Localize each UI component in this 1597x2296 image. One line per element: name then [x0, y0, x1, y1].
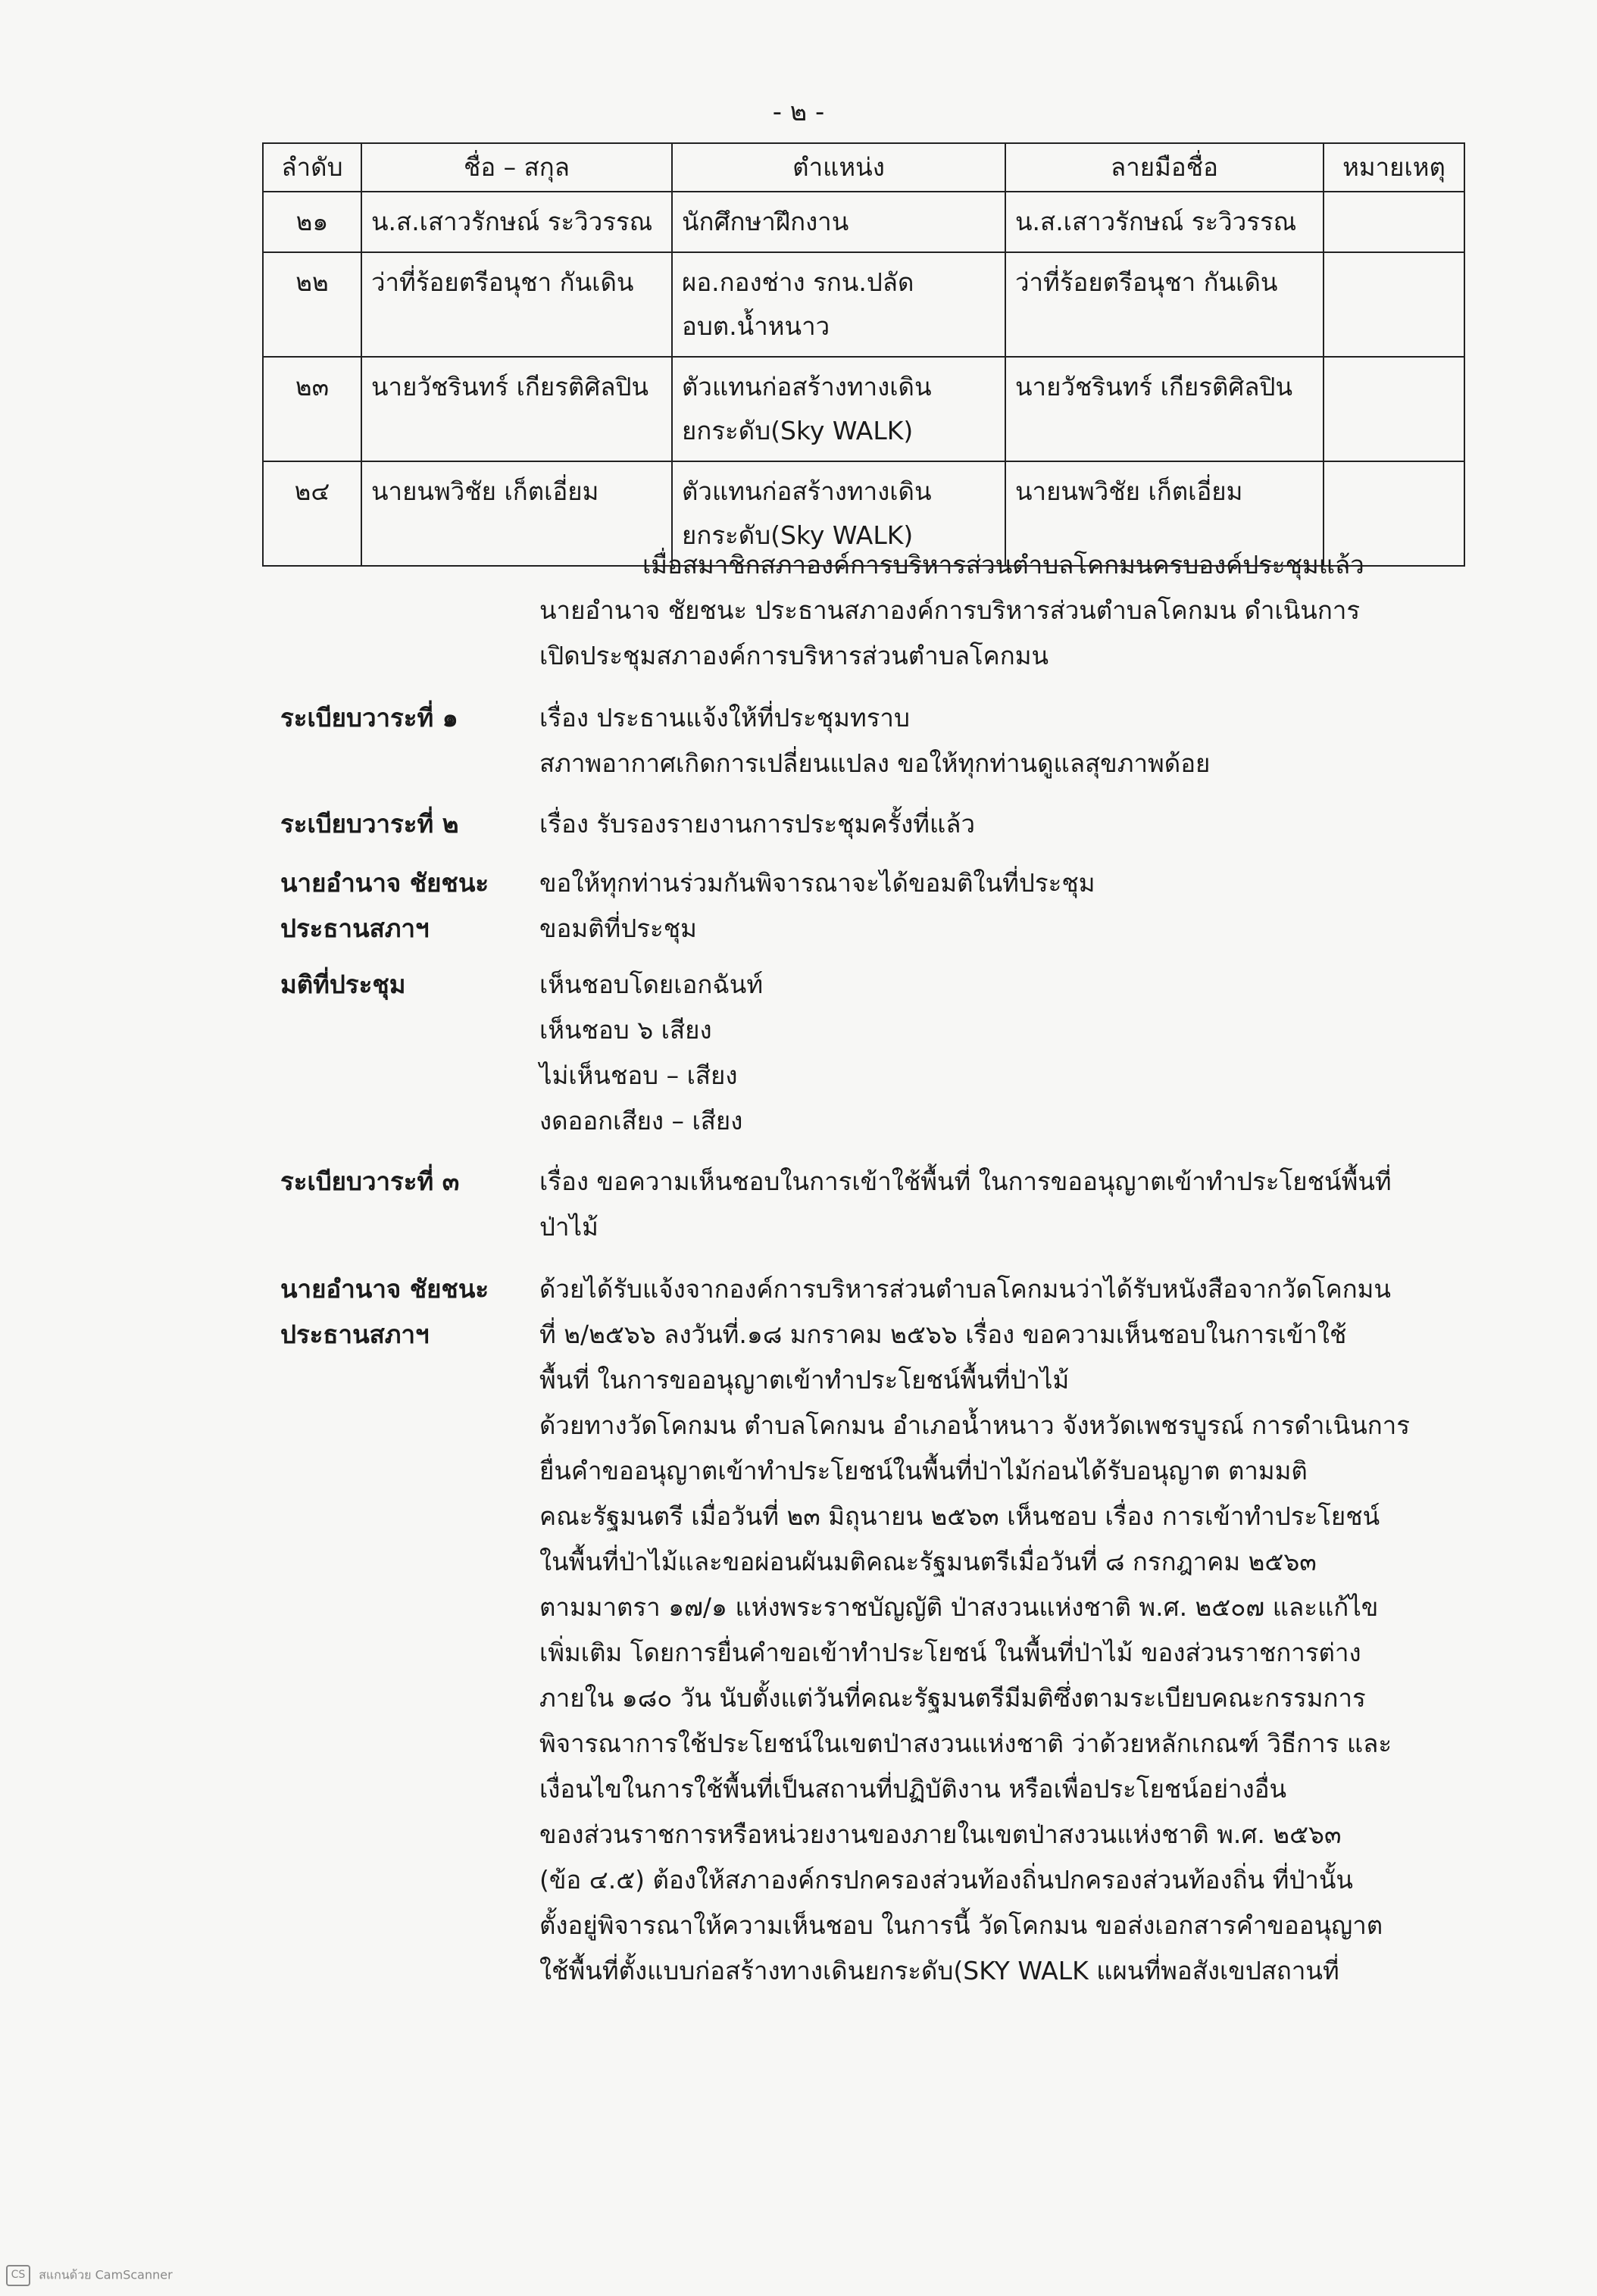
header-position: ตำแหน่ง — [672, 143, 1005, 192]
intro-paragraph — [642, 542, 1506, 588]
position-line: อบต.น้ำหนาว — [682, 311, 830, 341]
row-signature: นายวัชรินทร์ เกียรติศิลปิน — [1005, 357, 1324, 461]
resolution-line: ไม่เห็นชอบ – เสียง — [539, 1061, 738, 1090]
row-no: ๒๓ — [263, 357, 361, 461]
table-row — [263, 192, 1464, 252]
table-row — [263, 252, 1464, 357]
intro-paragraph-cont — [539, 588, 1403, 679]
chair2-line: ที่ ๒/๒๕๖๖ ลงวันที่.๑๘ มกราคม ๒๕๖๖ เรื่อง ขอความเห็นชอบในการเข้าใช้ — [539, 1320, 1347, 1349]
scanner-watermark — [6, 2265, 173, 2286]
agenda2-label: ระเบียบวาระที่ ๒ — [280, 809, 459, 839]
chair1-title: ประธานสภาฯ — [280, 914, 430, 943]
intro-line: เปิดประชุมสภาองค์การบริหารส่วนตำบลโคกมน — [539, 641, 1049, 670]
chair2-line: ด้วยทางวัดโคกมน ตำบลโคกมน อำเภอน้ำหนาว จังหวัดเพชรบูรณ์ การดำเนินการ — [539, 1410, 1411, 1440]
row-signature: น.ส.เสาวรักษณ์ ระวิวรรณ — [1005, 192, 1324, 252]
scanner-watermark-text: สแกนด้วย CamScanner — [39, 2267, 173, 2282]
chair1-name: นายอำนาจ ชัยชนะ — [280, 868, 489, 898]
agenda1-content — [539, 695, 1403, 786]
agenda1-label: ระเบียบวาระที่ ๑ — [280, 703, 458, 733]
resolution-content — [539, 962, 1403, 1144]
header-name: ชื่อ – สกุล — [361, 143, 672, 192]
header-signature: ลายมือชื่อ — [1005, 143, 1324, 192]
chair2-line: พื้นที่ ในการขออนุญาตเข้าทำประโยชน์พื้นที่ป่าไม้ — [539, 1365, 1070, 1395]
chair2-line: ตั้งอยู่พิจารณาให้ความเห็นชอบ ในการนี้ วัดโคกมน ขอส่งเอกสารคำขออนุญาต — [539, 1910, 1383, 1940]
chair2-line: พิจารณาการใช้ประโยชน์ในเขตป่าสงวนแห่งชาติ ว่าด้วยหลักเกณฑ์ วิธีการ และ — [539, 1729, 1392, 1758]
row-note — [1324, 192, 1464, 252]
chair2-line: คณะรัฐมนตรี เมื่อวันที่ ๒๓ มิถุนายน ๒๕๖๓ เห็นชอบ เรื่อง การเข้าทำประโยชน์ — [539, 1501, 1380, 1531]
position-line: ตัวแทนก่อสร้างทางเดิน — [682, 372, 932, 401]
table-row — [263, 357, 1464, 461]
table-header-row — [263, 143, 1464, 192]
intro-line: นายอำนาจ ชัยชนะ ประธานสภาองค์การบริหารส่วนตำบลโคกมน ดำเนินการ — [539, 595, 1361, 625]
chair1-label — [280, 861, 523, 951]
position-line: ผอ.กองช่าง รกน.ปลัด — [682, 267, 914, 297]
position-line: ตัวแทนก่อสร้างทางเดิน — [682, 476, 932, 506]
agenda1-line: สภาพอากาศเกิดการเปลี่ยนแปลง ขอให้ทุกท่านดูแลสุขภาพด้อย — [539, 748, 1211, 778]
chair1-content — [539, 861, 1403, 951]
position-line: ยกระดับ(Sky WALK) — [682, 416, 914, 445]
chair2-line: ตามมาตรา ๑๗/๑ แห่งพระราชบัญญัติ ป่าสงวนแห่งชาติ พ.ศ. ๒๕๐๗ และแก้ไข — [539, 1592, 1379, 1622]
chair2-content — [539, 1267, 1411, 1994]
chair2-line: ด้วยได้รับแจ้งจากองค์การบริหารส่วนตำบลโคกมนว่าได้รับหนังสือจากวัดโคกมน — [539, 1274, 1391, 1304]
row-no: ๒๔ — [263, 461, 361, 566]
row-name: น.ส.เสาวรักษณ์ ระวิวรรณ — [361, 192, 672, 252]
resolution-line: งดออกเสียง – เสียง — [539, 1106, 743, 1136]
chair2-line: ของส่วนราชการหรือหน่วยงานของภายในเขตป่าสงวนแห่งชาติ พ.ศ. ๒๕๖๓ — [539, 1820, 1342, 1849]
agenda3-line: ป่าไม้ — [539, 1212, 598, 1242]
agenda3-content — [539, 1159, 1403, 1250]
header-note: หมายเหตุ — [1324, 143, 1464, 192]
resolution-line: เห็นชอบโดยเอกฉันท์ — [539, 970, 764, 999]
row-position — [672, 357, 1005, 461]
chair2-name: นายอำนาจ ชัยชนะ — [280, 1274, 489, 1304]
chair2-line: เงื่อนไขในการใช้พื้นที่เป็นสถานที่ปฏิบัติงาน หรือเพื่อประโยชน์อย่างอื่น — [539, 1774, 1287, 1804]
agenda1-line: เรื่อง ประธานแจ้งให้ที่ประชุมทราบ — [539, 703, 910, 733]
chair1-line: ขอมติที่ประชุม — [539, 914, 697, 943]
position-line: ยกระดับ(Sky WALK) — [682, 520, 914, 550]
chair2-label — [280, 1267, 523, 1357]
agenda2-content — [539, 801, 1403, 847]
row-name: นายวัชรินทร์ เกียรติศิลปิน — [361, 357, 672, 461]
agenda3-line: เรื่อง ขอความเห็นชอบในการเข้าใช้พื้นที่ ในการขออนุญาตเข้าทำประโยชน์พื้นที่ — [539, 1167, 1392, 1196]
resolution-line: เห็นชอบ ๖ เสียง — [539, 1015, 712, 1045]
chair2-line: ภายใน ๑๘๐ วัน นับตั้งแต่วันที่คณะรัฐมนตรีมีมติซึ่งตามระเบียบคณะกรรมการ — [539, 1683, 1366, 1713]
position-line: นักศึกษาฝึกงาน — [682, 207, 849, 236]
agenda2-line: เรื่อง รับรองรายงานการประชุมครั้งที่แล้ว — [539, 809, 976, 839]
row-note — [1324, 252, 1464, 357]
chair2-line: เพิ่มเติม โดยการยื่นคำขอเข้าทำประโยชน์ ในพื้นที่ป่าไม้ ของส่วนราชการต่าง — [539, 1638, 1361, 1667]
row-position — [672, 192, 1005, 252]
agenda3-label: ระเบียบวาระที่ ๓ — [280, 1167, 460, 1196]
resolution-label: มติที่ประชุม — [280, 970, 406, 999]
chair2-line: ยื่นคำขออนุญาตเข้าทำประโยชน์ในพื้นที่ป่าไม้ก่อนได้รับอนุญาต ตามมติ — [539, 1456, 1308, 1485]
row-position — [672, 252, 1005, 357]
row-no: ๒๒ — [263, 252, 361, 357]
row-note — [1324, 357, 1464, 461]
row-name: ว่าที่ร้อยตรีอนุชา กันเดิน — [361, 252, 672, 357]
header-no: ลำดับ — [263, 143, 361, 192]
row-name: นายนพวิชัย เก็ตเอี่ยม — [361, 461, 672, 566]
page-number: - ๒ - — [772, 97, 825, 127]
chair2-line: ใช้พื้นที่ตั้งแบบก่อสร้างทางเดินยกระดับ(SKY WALK แผนที่พอสังเขปสถานที่ — [539, 1956, 1339, 1985]
chair1-line: ขอให้ทุกท่านร่วมกันพิจารณาจะได้ขอมติในที่ประชุม — [539, 868, 1095, 898]
row-signature: ว่าที่ร้อยตรีอนุชา กันเดิน — [1005, 252, 1324, 357]
attendance-table — [262, 142, 1465, 567]
chair2-title: ประธานสภาฯ — [280, 1320, 430, 1349]
row-no: ๒๑ — [263, 192, 361, 252]
camscanner-logo-icon: CS — [6, 2265, 30, 2286]
chair2-line: ในพื้นที่ป่าไม้และขอผ่อนผันมติคณะรัฐมนตรีเมื่อวันที่ ๘ กรกฎาคม ๒๕๖๓ — [539, 1547, 1317, 1576]
intro-line: เมื่อสมาชิกสภาองค์การบริหารส่วนตำบลโคกมนครบองค์ประชุมแล้ว — [642, 550, 1364, 579]
row-signature: นายนพวิชัย เก็ตเอี่ยม — [1005, 461, 1324, 566]
chair2-line: (ข้อ ๔.๕) ต้องให้สภาองค์กรปกครองส่วนท้องถิ่นปกครองส่วนท้องถิ่น ที่ป่านั้น — [539, 1865, 1353, 1895]
